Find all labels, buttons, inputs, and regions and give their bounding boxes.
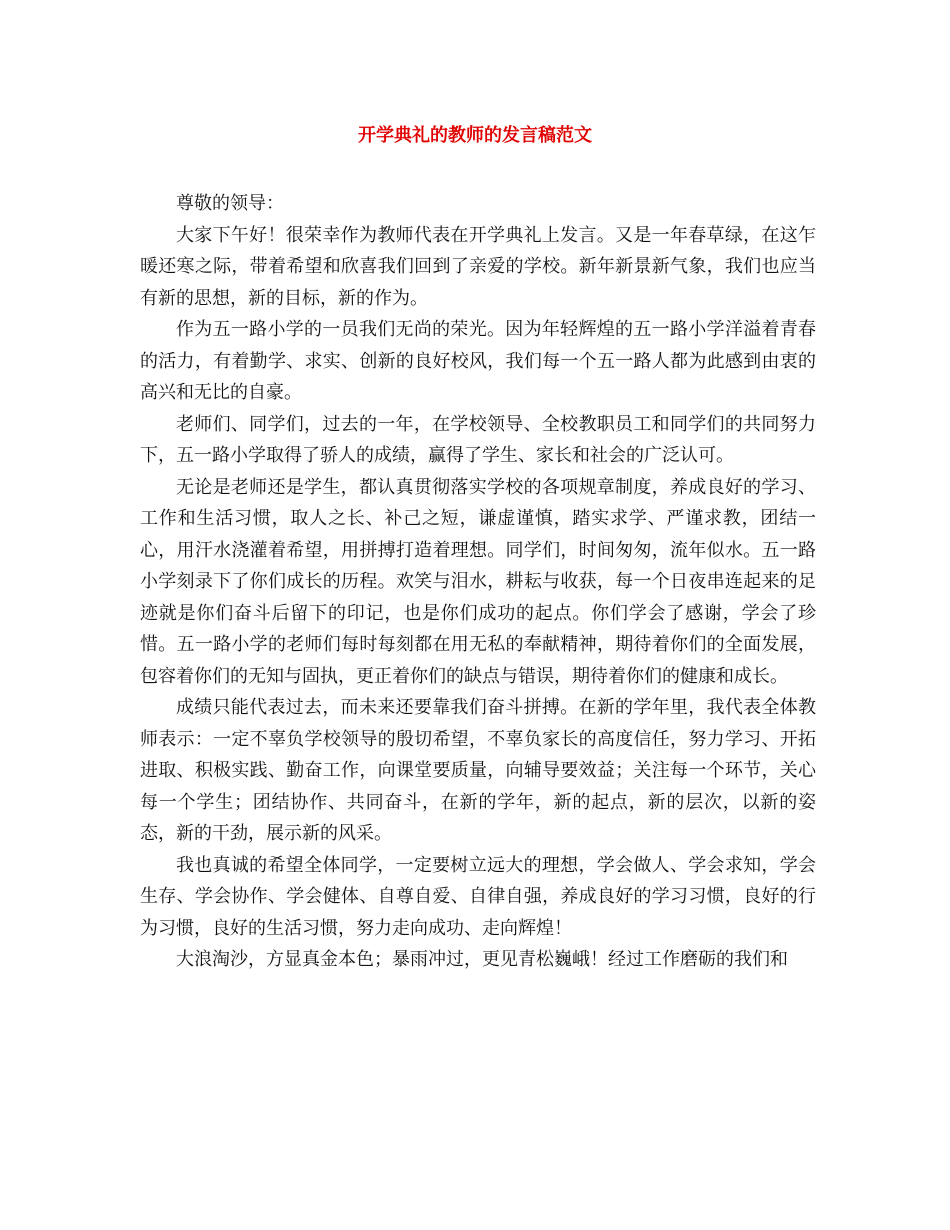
paragraph-commitment: 成绩只能代表过去，而未来还要靠我们奋斗拼搏。在新的学年里，我代表全体教师表示：一定不辜负学校领导的殷切希望，不辜负家长的高度信任，努力学习、开拓进取、积极实践、勤奋工作，向课堂要质量，向辅导要效益；关注每一个环节，关心每一个学生；团结协作、共同奋斗，在新的学年，新的起点，新的层次，以新的姿态，新的干劲，展示新的风采。	[140, 697, 816, 844]
paragraph-growth: 无论是老师还是学生，都认真贯彻落实学校的各项规章制度，养成良好的学习、工作和生活习惯，取人之长、补己之短，谦虚谨慎，踏实求学、严谨求教，团结一心，用汗水浇灌着希望，用拼搏打造着理想。同学们，时间匆匆，流年似水。五一路小学刻录下了你们成长的历程。欢笑与泪水，耕耘与收获，每一个日夜串连起来的足迹就是你们奋斗后留下的印记，也是你们成功的起点。你们学会了感谢，学会了珍惜。五一路小学的老师们每时每刻都在用无私的奉献精神，期待着你们的全面发展，包容着你们的无知与固执，更正着你们的缺点与错误，期待着你们的健康和成长。	[140, 476, 816, 687]
document-title: 开学典礼的教师的发言稿范文	[358, 125, 592, 146]
paragraph-achievements: 老师们、同学们，过去的一年，在学校领导、全校教职员工和同学们的共同努力下，五一路小学取得了骄人的成绩，赢得了学生、家长和社会的广泛认可。	[140, 413, 816, 466]
paragraph-greeting: 大家下午好！很荣幸作为教师代表在开学典礼上发言。又是一年春草绿，在这乍暖还寒之际，带着希望和欣喜我们回到了亲爱的学校。新年新景新气象，我们也应当有新的思想，新的目标，新的作为。	[140, 224, 816, 309]
paragraph-hopes: 我也真诚的希望全体同学，一定要树立远大的理想，学会做人、学会求知，学会生存、学会协作、学会健体、自尊自爱、自律自强，养成良好的学习习惯，良好的行为习惯，良好的生活习惯，努力走向成功、走向辉煌！	[140, 854, 816, 939]
paragraph-closing: 大浪淘沙，方显真金本色；暴雨冲过，更见青松巍峨！经过工作磨砺的我们和	[176, 949, 788, 970]
paragraph-honor: 作为五一路小学的一员我们无尚的荣光。因为年轻辉煌的五一路小学洋溢着青春的活力，有着勤学、求实、创新的良好校风，我们每一个五一路人都为此感到由衷的高兴和无比的自豪。	[140, 319, 816, 403]
document-body	[140, 188, 816, 976]
paragraph-salutation: 尊敬的领导：	[176, 193, 284, 214]
